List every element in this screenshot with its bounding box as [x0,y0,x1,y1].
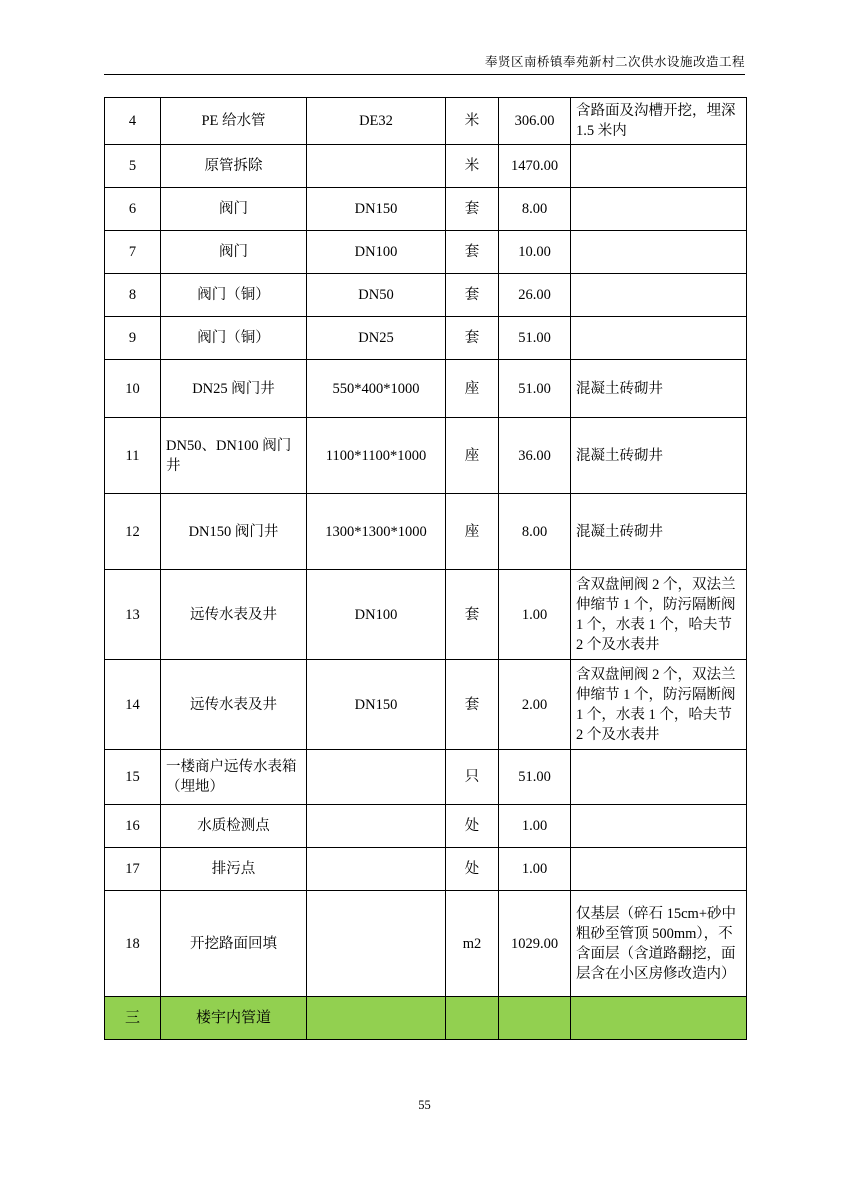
cell-unit: 座 [446,360,499,418]
cell-remark: 仅基层（碎石 15cm+砂中粗砂至管顶 500mm），不含面层（含道路翻挖，面层含在小区房修改造内） [571,891,747,997]
cell-remark [571,188,747,231]
bill-of-quantities-table [104,97,746,1040]
cell-remark: 含路面及沟槽开挖，埋深 1.5 米内 [571,98,747,145]
cell-name: 开挖路面回填 [161,891,307,997]
cell-qty: 36.00 [499,418,571,494]
cell-qty: 26.00 [499,274,571,317]
cell-no: 4 [105,98,161,145]
cell-name: 阀门 [161,231,307,274]
table-row [105,750,747,805]
table-row [105,231,747,274]
cell-no: 18 [105,891,161,997]
cell-name: 排污点 [161,848,307,891]
cell-unit: 套 [446,274,499,317]
table-row [105,660,747,750]
cell-no: 15 [105,750,161,805]
cell-qty: 10.00 [499,231,571,274]
cell-no: 12 [105,494,161,570]
cell-remark: 混凝土砖砌井 [571,494,747,570]
table-row [105,274,747,317]
cell-qty: 1470.00 [499,145,571,188]
cell-name: 阀门（铜） [161,274,307,317]
cell-remark: 混凝土砖砌井 [571,360,747,418]
header-divider [104,74,745,75]
cell-no: 10 [105,360,161,418]
cell-no: 8 [105,274,161,317]
cell-spec [307,891,446,997]
cell-spec: DN100 [307,570,446,660]
cell-qty: 1.00 [499,848,571,891]
table-row [105,805,747,848]
cell-spec: DE32 [307,98,446,145]
cell-remark: 含双盘闸阀 2 个，双法兰伸缩节 1 个，防污隔断阀 1 个，水表 1 个，哈夫节 2 个及水表井 [571,660,747,750]
table-row [105,98,747,145]
cell-unit: 只 [446,750,499,805]
cell-unit: 米 [446,98,499,145]
cell-remark [571,317,747,360]
cell-remark [571,997,747,1040]
cell-spec: 1300*1300*1000 [307,494,446,570]
cell-name: DN150 阀门井 [161,494,307,570]
cell-name: PE 给水管 [161,98,307,145]
cell-unit: 套 [446,660,499,750]
cell-name: 阀门 [161,188,307,231]
table-row [105,145,747,188]
cell-unit: 套 [446,570,499,660]
page-number: 55 [418,1098,431,1112]
cell-no: 7 [105,231,161,274]
cell-qty: 1.00 [499,570,571,660]
cell-spec: 1100*1100*1000 [307,418,446,494]
cell-qty: 51.00 [499,750,571,805]
table-row [105,891,747,997]
cell-spec [307,145,446,188]
cell-spec [307,848,446,891]
cell-qty: 51.00 [499,317,571,360]
cell-remark [571,750,747,805]
cell-no: 16 [105,805,161,848]
cell-unit: 套 [446,231,499,274]
cell-unit: 处 [446,805,499,848]
cell-qty: 306.00 [499,98,571,145]
table-row [105,188,747,231]
cell-name: 远传水表及井 [161,570,307,660]
table-row [105,494,747,570]
header-title: 奉贤区南桥镇奉苑新村二次供水设施改造工程 [484,55,745,69]
cell-name: 水质检测点 [161,805,307,848]
cell-spec: DN150 [307,188,446,231]
cell-name: 阀门（铜） [161,317,307,360]
cell-remark [571,848,747,891]
cell-no: 5 [105,145,161,188]
cell-spec: 550*400*1000 [307,360,446,418]
table-row [105,360,747,418]
cell-remark: 含双盘闸阀 2 个，双法兰伸缩节 1 个，防污隔断阀 1 个，水表 1 个，哈夫节 2 个及水表井 [571,570,747,660]
cell-qty: 1029.00 [499,891,571,997]
cell-spec: DN150 [307,660,446,750]
cell-unit: 座 [446,494,499,570]
cell-unit [446,997,499,1040]
cell-no: 9 [105,317,161,360]
cell-unit: 处 [446,848,499,891]
cell-qty: 2.00 [499,660,571,750]
cell-no: 14 [105,660,161,750]
cell-remark [571,274,747,317]
cell-spec: DN100 [307,231,446,274]
cell-unit: m2 [446,891,499,997]
table-row [105,848,747,891]
cell-unit: 座 [446,418,499,494]
table-section-row [105,997,747,1040]
cell-remark [571,805,747,848]
cell-qty: 8.00 [499,188,571,231]
cell-unit: 米 [446,145,499,188]
cell-qty [499,997,571,1040]
cell-name: 远传水表及井 [161,660,307,750]
table-row [105,418,747,494]
cell-qty: 1.00 [499,805,571,848]
cell-name: DN50、DN100 阀门井 [161,418,307,494]
table-row [105,317,747,360]
cell-remark: 混凝土砖砌井 [571,418,747,494]
cell-unit: 套 [446,317,499,360]
cell-qty: 51.00 [499,360,571,418]
cell-no: 6 [105,188,161,231]
cell-spec: DN50 [307,274,446,317]
cell-name: DN25 阀门井 [161,360,307,418]
cell-no: 17 [105,848,161,891]
cell-no: 13 [105,570,161,660]
cell-unit: 套 [446,188,499,231]
page-header [104,52,745,80]
cell-spec [307,750,446,805]
cell-spec: DN25 [307,317,446,360]
cell-name: 楼宇内管道 [161,997,307,1040]
cell-remark [571,231,747,274]
cell-spec [307,997,446,1040]
cell-no: 11 [105,418,161,494]
cell-no: 三 [105,997,161,1040]
cell-qty: 8.00 [499,494,571,570]
cell-remark [571,145,747,188]
cell-name: 一楼商户远传水表箱（埋地） [161,750,307,805]
table-row [105,570,747,660]
cell-name: 原管拆除 [161,145,307,188]
cell-spec [307,805,446,848]
